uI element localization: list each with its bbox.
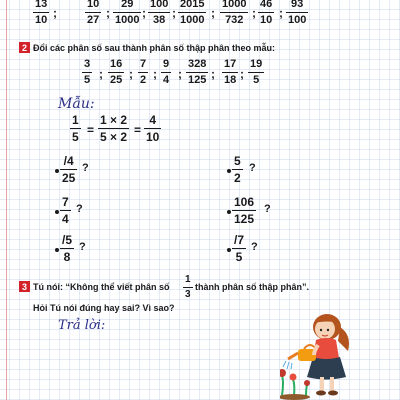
equals-sign-2: = [134, 123, 142, 137]
denominator: 18 [224, 74, 237, 87]
numerator: 328 [188, 58, 207, 70]
bullet [55, 169, 59, 173]
top-fraction-5 [178, 0, 206, 26]
ex2-item-right-2 [232, 196, 256, 225]
denominator: 8 [63, 250, 71, 265]
numerator: /4 [63, 154, 74, 168]
denominator: 4 [62, 212, 69, 227]
numerator: 17 [224, 58, 237, 70]
denominator: 1000 [115, 14, 140, 27]
example-label: Mẫu: [58, 96, 95, 112]
bullet [227, 169, 231, 173]
question-mark: ? [76, 203, 83, 215]
ex2-item-right-3 [232, 234, 246, 263]
example-rhs-fraction [144, 114, 161, 143]
ex2-item-left-2 [60, 196, 71, 225]
denominator: 5 [235, 250, 243, 265]
top-fraction-4 [148, 0, 170, 26]
bullet [55, 248, 59, 252]
ex2-fraction-4 [161, 59, 171, 86]
worksheet-page: 13 10 ; 10 27 ; 29 1000 ; 100 38 ; 2015 1000 ; 1000 732 ; 46 10 ; 93 100 2 Đổi các phân số sau thành phân số thập phân theo mẫu: 3 5 ; 16 25 ; 7 2 ; 9 4 ; 328 125 ; 17 18 ; 19 5 Mẫu: 1 5 = 1 × 2 5 × 2 = 4 10 /4 25 ? 7 4 ? /5 8 ? 5 2 ? 106 125 ? /7 5 ? 3 Tú nói: “Không thể viết phân số 1 3 thành phân số thập phân”. Hỏi Tú nói đúng hay sai? Vì sao? Trả lời: [0, 0, 400, 400]
denominator: 5 [84, 74, 91, 87]
numerator: 16 [110, 58, 123, 70]
denominator: 10 [146, 130, 160, 145]
numerator: /5 [62, 233, 73, 247]
denominator: 125 [234, 212, 255, 227]
example-lhs-fraction [70, 114, 81, 143]
exercise-2-title: Đổi các phân số sau thành phân số thập phân theo mẫu: [33, 43, 276, 53]
numerator: 93 [291, 0, 304, 10]
numerator: 1 × 2 [100, 113, 128, 127]
question-mark: ? [79, 241, 86, 253]
numerator: 9 [163, 58, 170, 70]
numerator: 29 [121, 0, 134, 10]
top-fraction-8 [286, 0, 308, 26]
ex2-fraction-2 [108, 59, 124, 86]
top-fraction-3 [113, 0, 141, 26]
denominator: 5 [253, 74, 260, 87]
question-mark: ? [264, 203, 271, 215]
example-mid-fraction [98, 114, 129, 143]
numerator: 106 [234, 195, 255, 209]
top-fraction-7 [258, 0, 274, 26]
numerator: 4 [149, 113, 157, 127]
top-fraction-6 [220, 0, 248, 26]
denominator: 10 [260, 14, 273, 27]
question-mark: ? [251, 241, 258, 253]
bullet [227, 210, 231, 214]
ex2-fraction-1 [82, 59, 92, 86]
exercise-3-question: Hỏi Tú nói đúng hay sai? Vì sao? [33, 303, 175, 313]
margin-line [6, 0, 7, 400]
numerator: 10 [87, 0, 100, 10]
bullet [227, 248, 231, 252]
numerator: 7 [140, 58, 147, 70]
numerator: 1 [72, 113, 79, 127]
denominator: 27 [87, 14, 100, 27]
exercise-3-fraction [183, 275, 193, 300]
denominator: 3 [185, 289, 191, 301]
numerator: 19 [250, 58, 263, 70]
numerator: 2015 [180, 0, 205, 10]
top-fraction-2 [85, 0, 101, 26]
girl-watering-plants-illustration [280, 305, 380, 400]
top-fraction-1 [33, 0, 49, 26]
ex2-item-right-1 [232, 155, 243, 184]
denominator: 4 [163, 74, 170, 87]
numerator: 13 [35, 0, 48, 10]
question-mark: ? [82, 162, 89, 174]
answer-label: Trả lời: [58, 318, 106, 333]
denominator: 38 [153, 14, 166, 27]
denominator: 2 [234, 171, 241, 186]
denominator: 25 [62, 171, 76, 186]
ex2-fraction-7 [248, 59, 264, 86]
numerator: 7 [62, 195, 69, 209]
ex2-fraction-3 [138, 59, 148, 86]
denominator: 25 [110, 74, 123, 87]
numerator: /7 [234, 233, 245, 247]
exercise-3-badge: 3 [19, 281, 30, 292]
numerator: 1 [185, 274, 191, 285]
ex2-item-left-1 [60, 155, 77, 184]
equals-sign-1: = [87, 123, 95, 137]
exercise-3-text-part1: Tú nói: “Không thể viết phân số [33, 282, 170, 292]
ex2-fraction-6 [222, 59, 238, 86]
denominator: 5 × 2 [100, 130, 128, 145]
ex2-fraction-5 [186, 59, 208, 86]
numerator: 5 [234, 154, 241, 168]
denominator: 5 [72, 130, 79, 145]
numerator: 100 [150, 0, 169, 10]
numerator: 1000 [222, 0, 247, 10]
denominator: 2 [140, 74, 147, 87]
exercise-3-text-part2: thành phân số thập phân”. [195, 282, 309, 292]
denominator: 125 [188, 74, 207, 87]
ex2-item-left-3 [60, 234, 74, 263]
denominator: 10 [35, 14, 48, 27]
bullet [55, 210, 59, 214]
denominator: 1000 [180, 14, 205, 27]
question-mark: ? [249, 162, 256, 174]
numerator: 3 [84, 58, 91, 70]
numerator: 46 [260, 0, 273, 10]
denominator: 100 [288, 14, 307, 27]
exercise-2-badge: 2 [19, 42, 30, 53]
denominator: 732 [225, 14, 244, 27]
